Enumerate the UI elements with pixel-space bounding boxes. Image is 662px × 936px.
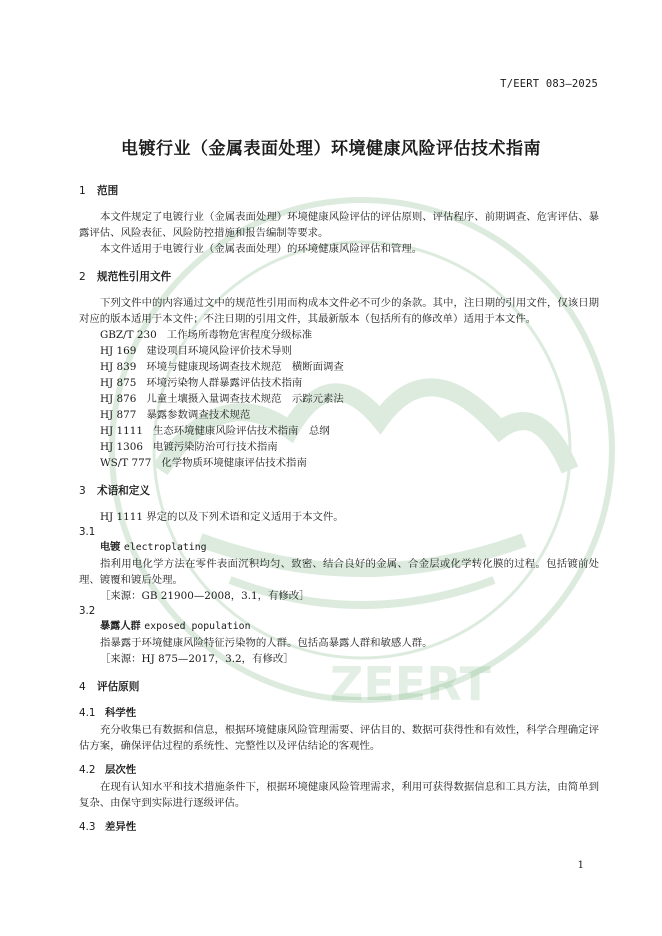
section-heading: [79, 483, 599, 501]
term-name-zh: 暴露人群: [100, 621, 141, 632]
standard-code: T/EERT 083—2025: [500, 78, 598, 90]
section-title: 评估原则: [97, 681, 140, 693]
term-name: [79, 619, 599, 635]
section-heading: [79, 183, 599, 201]
reference-code: HJ 1111: [100, 425, 143, 437]
term-name-en: electroplating: [123, 542, 207, 553]
reference-code: HJ 875: [100, 377, 137, 389]
section-heading: [79, 679, 599, 697]
reference-item: [79, 455, 599, 471]
paragraph: 在现有认知水平和技术措施条件下，根据环境健康风险管理需求，利用可获得数据信息和工具方法，由简单到复杂、由保守到实际进行逐级评估。: [79, 781, 599, 809]
reference-name: 工作场所毒物危害程度分级标准: [166, 329, 313, 341]
reference-code: HJ 877: [100, 409, 137, 421]
subsection-title: 层次性: [105, 764, 137, 776]
reference-item: [79, 439, 599, 455]
reference-code: WS/T 777: [100, 457, 152, 469]
section-number: 4: [79, 681, 86, 693]
reference-name: 儿童土壤摄入量调查技术规范 示踪元素法: [146, 393, 344, 405]
reference-name: 暴露参数调查技术规范: [146, 409, 251, 421]
reference-item: [79, 343, 599, 359]
subsection-title: 科学性: [105, 707, 137, 719]
reference-name: 生态环境健康风险评估技术指南 总纲: [152, 425, 330, 437]
reference-name: 环境与健康现场调查技术规范 横断面调查: [146, 361, 344, 373]
term-name: [79, 540, 599, 556]
reference-name: 化学物质环境健康评估技术指南: [161, 457, 307, 469]
reference-code: HJ 1306: [100, 441, 143, 453]
reference-code: HJ 169: [100, 345, 137, 357]
section-number: 2: [79, 271, 86, 283]
document-body: [79, 183, 599, 836]
reference-code: HJ 876: [100, 393, 137, 405]
reference-item: [79, 423, 599, 439]
subsection-number: 4.1: [79, 707, 96, 719]
reference-code: GBZ/T 230: [100, 329, 157, 341]
reference-item: [79, 375, 599, 391]
subsection-heading: [79, 705, 599, 722]
paragraph: 本文件适用于电镀行业（金属表面处理）的环境健康风险评估和管理。: [100, 243, 423, 255]
term-number: 3.2: [79, 606, 96, 617]
reference-name: 建设项目环境风险评价技术导则: [146, 345, 292, 357]
subsection-heading: [79, 762, 599, 779]
paragraph: 下列文件中的内容通过文中的规范性引用而构成本文件必不可少的条款。其中，注日期的引用文件，仅该日期对应的版本适用于本文件；不注日期的引用文件，其最新版本（包括所有的修改单）适用于本文件。: [79, 297, 599, 325]
subsection-title: 差异性: [105, 821, 137, 833]
reference-code: HJ 839: [100, 361, 137, 373]
term-source: ［来源：GB 21900—2008，3.1，有修改］: [100, 590, 310, 602]
section-number: 3: [79, 485, 86, 497]
section-title: 术语和定义: [97, 485, 150, 497]
section-heading: [79, 269, 599, 287]
term-name-zh: 电镀: [100, 542, 121, 553]
subsection-heading: [79, 819, 599, 836]
reference-name: 环境污染物人群暴露评估技术指南: [146, 377, 303, 389]
seal-badge-text: ZEERT: [330, 657, 491, 711]
section-number: 1: [79, 185, 86, 197]
paragraph: HJ 1111 界定的以及下列术语和定义适用于本文件。: [100, 511, 344, 523]
term-number: 3.1: [79, 527, 96, 538]
term-source: ［来源：HJ 875—2017，3.2，有修改］: [100, 653, 294, 665]
reference-name: 电镀污染防治可行技术指南: [152, 441, 278, 453]
page-title: 电镀行业（金属表面处理）环境健康风险评估技术指南: [121, 139, 541, 159]
term-definition: 指利用电化学方法在零件表面沉积均匀、致密、结合良好的金属、合金层或化学转化膜的过程。包括镀前处理、镀覆和镀后处理。: [79, 558, 599, 586]
section-title: 范围: [97, 185, 119, 197]
term-name-en: exposed population: [144, 621, 251, 632]
section-title: 规范性引用文件: [97, 271, 172, 283]
subsection-number: 4.3: [79, 821, 96, 833]
subsection-number: 4.2: [79, 764, 96, 776]
paragraph: 本文件规定了电镀行业（金属表面处理）环境健康风险评估的评估原则、评估程序、前期调查、危害评估、暴露评估、风险表征、风险防控措施和报告编制等要求。: [79, 211, 599, 239]
reference-item: [79, 391, 599, 407]
reference-item: [79, 327, 599, 343]
paragraph: 充分收集已有数据和信息，根据环境健康风险管理需要、评估目的、数据可获得性和有效性，科学合理确定评估方案，确保评估过程的系统性、完整性以及评估结论的客观性。: [79, 724, 599, 752]
term-definition: 指暴露于环境健康风险特征污染物的人群。包括高暴露人群和敏感人群。: [100, 637, 433, 649]
reference-item: [79, 359, 599, 375]
page-number: 1: [577, 860, 584, 871]
reference-item: [79, 407, 599, 423]
